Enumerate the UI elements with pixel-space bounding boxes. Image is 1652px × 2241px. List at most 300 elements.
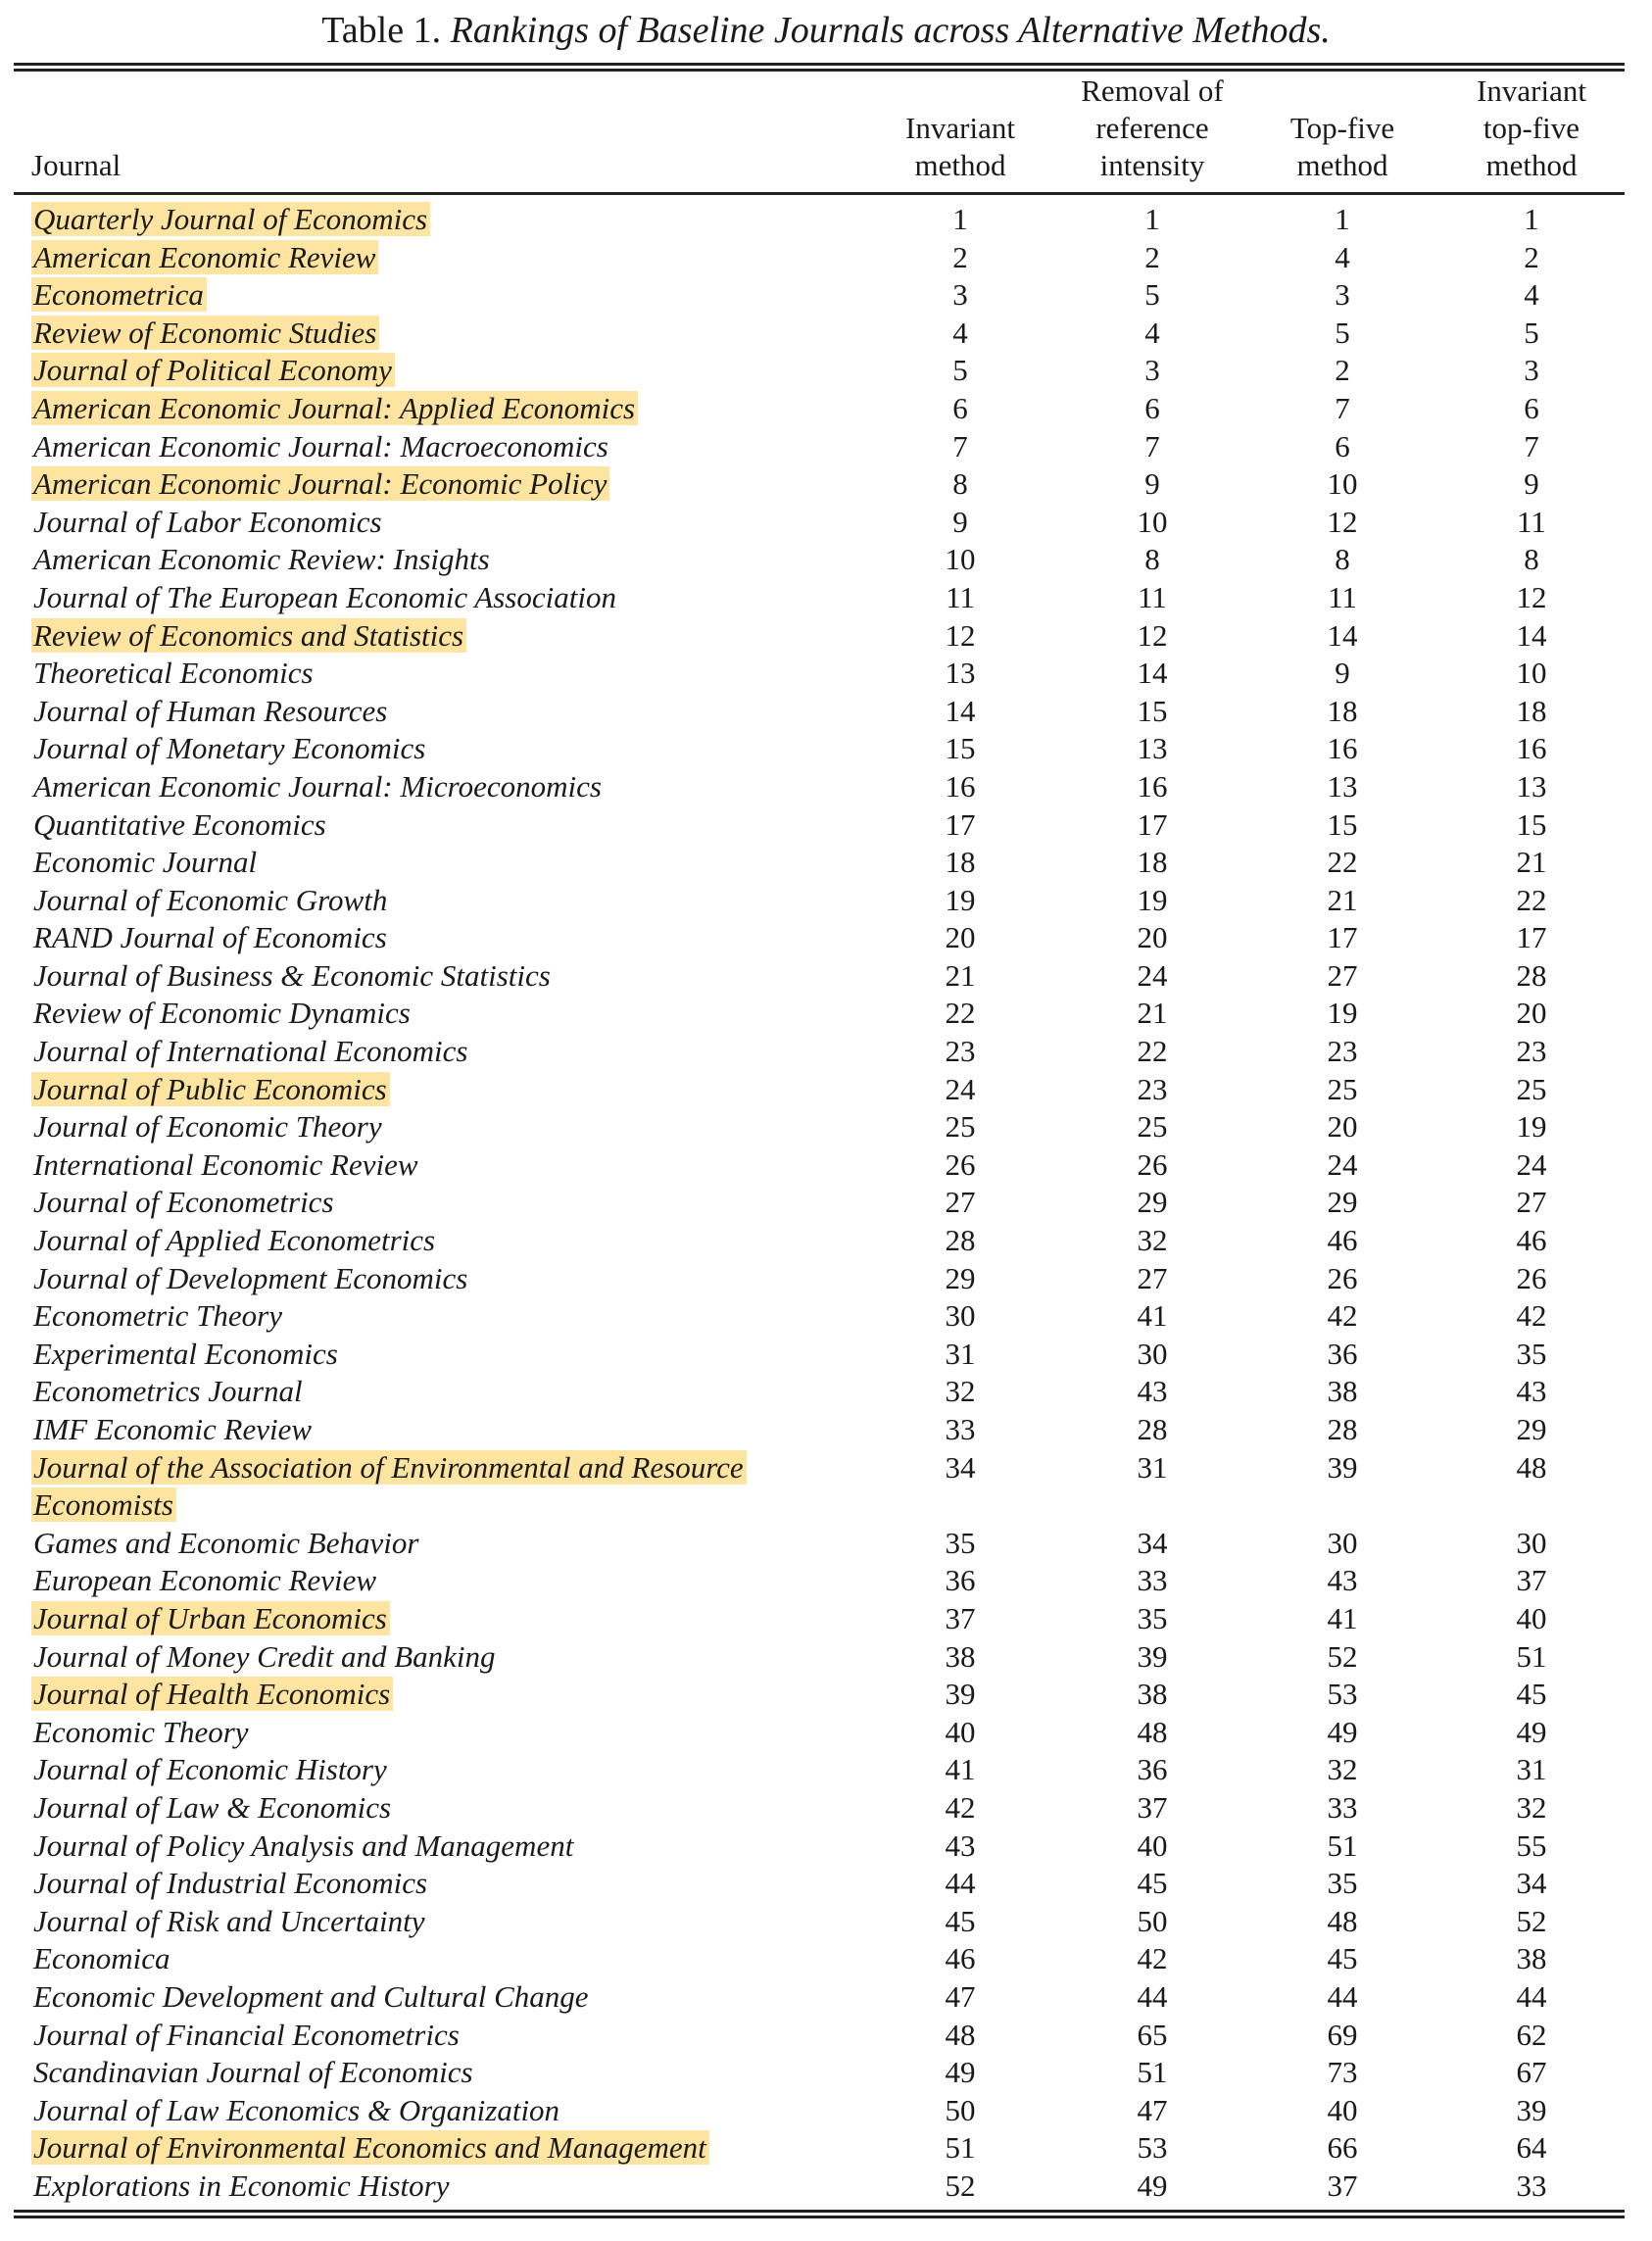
header-removal-reference-intensity <box>1054 73 1250 184</box>
rank-cell: 39 <box>945 1677 976 1712</box>
journal-name: Journal of Development Economics <box>33 1260 468 1295</box>
rank-cell: 22 <box>1516 882 1547 917</box>
journal-cell <box>31 2017 854 2055</box>
rank-cell: 33 <box>1327 1789 1358 1825</box>
table-row <box>0 1222 1652 1260</box>
rank-cell: 20 <box>1327 1109 1358 1145</box>
rank-cell: 51 <box>945 2130 976 2166</box>
rank-cell: 25 <box>1327 1071 1358 1106</box>
journal-cell <box>31 1827 854 1866</box>
rank-cell: 16 <box>945 768 976 804</box>
journal-name: American Economic Journal: Economic Policy <box>31 466 609 501</box>
journal-name: Journal of Money Credit and Banking <box>33 1638 496 1674</box>
journal-name: Games and Economic Behavior <box>33 1525 419 1560</box>
rank-cell: 65 <box>1137 2017 1168 2052</box>
journal-cell <box>31 1222 854 1260</box>
journal-cell <box>31 1978 854 2017</box>
table-row <box>0 1449 1652 1525</box>
journal-name: RAND Journal of Economics <box>33 920 387 955</box>
rank-cell: 13 <box>1327 768 1358 804</box>
journal-cell <box>31 239 854 277</box>
journal-name: Quantitative Economics <box>33 806 326 842</box>
rank-cell: 6 <box>1144 390 1160 425</box>
journal-cell <box>31 655 854 693</box>
rank-cell: 32 <box>1327 1752 1358 1787</box>
journal-cell <box>31 1297 854 1336</box>
rank-cell: 48 <box>1327 1903 1358 1938</box>
rank-cell: 17 <box>945 806 976 842</box>
rank-cell: 15 <box>1137 693 1168 728</box>
rank-cell: 35 <box>1137 1600 1168 1635</box>
rank-cell: 45 <box>1516 1677 1547 1712</box>
table-caption <box>0 6 1652 55</box>
table-row <box>0 1411 1652 1449</box>
journal-cell <box>31 1562 854 1600</box>
table-row <box>0 768 1652 806</box>
rank-cell: 10 <box>1327 466 1358 502</box>
rank-cell: 26 <box>1137 1146 1168 1182</box>
journal-cell <box>31 2129 854 2168</box>
rank-cell: 2 <box>1144 239 1160 274</box>
rank-cell: 17 <box>1137 806 1168 842</box>
rank-cell: 28 <box>1327 1412 1358 1446</box>
rank-cell: 37 <box>945 1600 976 1635</box>
rank-cell: 6 <box>952 390 968 425</box>
rank-cell: 23 <box>1516 1034 1547 1069</box>
rank-cell: 15 <box>1327 806 1358 842</box>
rank-cell: 8 <box>1524 542 1539 577</box>
table-row <box>0 693 1652 731</box>
table-row <box>0 2092 1652 2130</box>
rank-cell: 24 <box>945 1071 976 1106</box>
rank-cell: 46 <box>1516 1223 1547 1258</box>
journal-name: Experimental Economics <box>33 1336 338 1371</box>
rank-cell: 39 <box>1137 1638 1168 1674</box>
journal-name: American Economic Review <box>31 240 378 274</box>
journal-name: Journal of Public Economics <box>31 1072 390 1106</box>
journal-name: Journal of Econometrics <box>33 1185 334 1220</box>
journal-name: Journal of Economic History <box>33 1752 387 1787</box>
table-row <box>0 1297 1652 1336</box>
header-line: Removal of <box>1081 73 1224 108</box>
header-rule <box>14 192 1625 195</box>
table-row <box>0 957 1652 996</box>
rank-cell: 3 <box>1524 353 1539 388</box>
journal-name: Economic Development and Cultural Change <box>33 1978 589 2014</box>
rank-cell: 23 <box>1327 1034 1358 1069</box>
journal-cell <box>31 315 854 353</box>
rank-cell: 51 <box>1516 1638 1547 1674</box>
journal-cell <box>31 1033 854 1071</box>
rank-cell: 1 <box>1524 202 1539 236</box>
journal-name: International Economic Review <box>33 1146 418 1182</box>
table-row <box>0 844 1652 882</box>
journal-name: Journal of Business & Economic Statistics <box>33 957 551 993</box>
rank-cell: 27 <box>1516 1185 1547 1220</box>
journal-name: Econometrics Journal <box>33 1374 303 1409</box>
journal-name: Journal of Law & Economics <box>33 1789 392 1825</box>
journal-cell <box>31 541 854 579</box>
journal-cell <box>31 957 854 996</box>
rank-cell: 29 <box>1327 1185 1358 1220</box>
rank-cell: 5 <box>1335 315 1350 350</box>
journal-name: Journal of Environmental Economics and Management <box>31 2130 709 2165</box>
table-row <box>0 276 1652 315</box>
rank-cell: 52 <box>945 2168 976 2203</box>
rank-cell: 28 <box>945 1223 976 1258</box>
rank-cell: 26 <box>1327 1260 1358 1295</box>
table-row <box>0 1108 1652 1146</box>
table-row <box>0 1562 1652 1600</box>
rank-cell: 10 <box>1137 504 1168 539</box>
journal-name: Journal of Law Economics & Organization <box>33 2092 560 2127</box>
journal-name: Journal of The European Economic Association <box>33 579 616 614</box>
rank-cell: 37 <box>1137 1789 1168 1825</box>
journal-cell <box>31 617 854 656</box>
rank-cell: 12 <box>1137 617 1168 653</box>
rank-cell: 51 <box>1137 2055 1168 2090</box>
journal-cell <box>31 1260 854 1298</box>
journal-name: Journal of Urban Economics <box>31 1601 390 1635</box>
journal-cell <box>31 1108 854 1146</box>
journal-name: Journal of Policy Analysis and Management <box>33 1827 574 1863</box>
rank-cell: 20 <box>945 920 976 955</box>
rank-cell: 4 <box>1524 277 1539 313</box>
rank-cell: 12 <box>1516 579 1547 614</box>
journal-cell <box>31 2054 854 2092</box>
rank-cell: 48 <box>1516 1449 1547 1485</box>
rank-cell: 46 <box>1327 1223 1358 1258</box>
rank-cell: 3 <box>952 277 968 313</box>
table-row <box>0 995 1652 1033</box>
journal-name: Economica <box>33 1941 170 1976</box>
rank-cell: 39 <box>1516 2092 1547 2127</box>
rank-cell: 22 <box>1137 1034 1168 1069</box>
rank-cell: 1 <box>1335 202 1350 236</box>
rank-cell: 25 <box>1516 1071 1547 1106</box>
rank-cell: 49 <box>1137 2168 1168 2203</box>
rank-cell: 25 <box>945 1109 976 1145</box>
rank-cell: 30 <box>1327 1525 1358 1560</box>
journal-cell <box>31 1184 854 1222</box>
rank-cell: 40 <box>1327 2092 1358 2127</box>
table-row <box>0 1600 1652 1638</box>
header-line: Top-five <box>1289 111 1395 145</box>
table-row <box>0 1676 1652 1714</box>
journal-name: Economic Journal <box>33 845 258 880</box>
rank-cell: 31 <box>1137 1449 1168 1485</box>
journal-cell <box>31 1903 854 1941</box>
rank-cell: 41 <box>1327 1600 1358 1635</box>
rank-cell: 4 <box>952 315 968 350</box>
rank-cell: 11 <box>1138 579 1167 614</box>
rank-cell: 22 <box>945 996 976 1031</box>
caption-label: Table 1. <box>321 10 442 51</box>
rank-cell: 31 <box>945 1336 976 1371</box>
rank-cell: 50 <box>945 2092 976 2127</box>
header-line: method <box>1485 148 1578 182</box>
rank-cell: 18 <box>945 845 976 880</box>
journal-name: Review of Economics and Statistics <box>31 618 466 653</box>
rank-cell: 26 <box>1516 1260 1547 1295</box>
journal-cell <box>31 390 854 428</box>
journal-name: Journal of Labor Economics <box>33 504 382 539</box>
rank-cell: 40 <box>945 1714 976 1749</box>
journal-cell <box>31 1940 854 1978</box>
rank-cell: 31 <box>1516 1752 1547 1787</box>
rank-cell: 12 <box>1327 504 1358 539</box>
rank-cell: 4 <box>1144 315 1160 350</box>
rank-cell: 21 <box>1137 996 1168 1031</box>
rank-cell: 25 <box>1137 1109 1168 1145</box>
rank-cell: 11 <box>1328 579 1357 614</box>
rank-cell: 28 <box>1516 957 1547 993</box>
rank-cell: 29 <box>1516 1412 1547 1446</box>
rank-cell: 36 <box>945 1563 976 1598</box>
journal-name: American Economic Review: Insights <box>33 542 490 577</box>
rank-cell: 33 <box>945 1412 976 1446</box>
bottom-rule <box>14 2210 1625 2218</box>
rank-cell: 9 <box>1524 466 1539 502</box>
rank-cell: 24 <box>1327 1146 1358 1182</box>
table-row <box>0 1525 1652 1563</box>
journal-cell <box>31 1714 854 1752</box>
rank-cell: 18 <box>1516 693 1547 728</box>
table-row <box>0 1033 1652 1071</box>
rank-cell: 34 <box>945 1449 976 1485</box>
table-row <box>0 806 1652 845</box>
rank-cell: 67 <box>1516 2055 1547 2090</box>
rank-cell: 14 <box>1327 617 1358 653</box>
rank-cell: 49 <box>945 2055 976 2090</box>
rank-cell: 46 <box>945 1941 976 1976</box>
rank-cell: 21 <box>945 957 976 993</box>
rank-cell: 30 <box>1516 1525 1547 1560</box>
rank-cell: 26 <box>945 1146 976 1182</box>
table-row <box>0 1903 1652 1941</box>
rank-cell: 39 <box>1327 1449 1358 1485</box>
rank-cell: 9 <box>952 504 968 539</box>
rank-cell: 48 <box>945 2017 976 2052</box>
rank-cell: 44 <box>1327 1978 1358 2014</box>
table-row <box>0 730 1652 768</box>
rank-cell: 42 <box>1327 1298 1358 1334</box>
journal-cell <box>31 1865 854 1903</box>
journal-cell <box>31 504 854 542</box>
rank-cell: 15 <box>945 731 976 766</box>
journal-cell <box>31 465 854 504</box>
journal-cell <box>31 276 854 315</box>
journal-cell <box>31 352 854 390</box>
rank-cell: 7 <box>952 428 968 463</box>
rank-cell: 2 <box>952 239 968 274</box>
rank-cell: 22 <box>1327 845 1358 880</box>
table-row <box>0 352 1652 390</box>
rank-cell: 16 <box>1137 768 1168 804</box>
rank-cell: 35 <box>945 1525 976 1560</box>
journal-cell <box>31 201 854 239</box>
journal-name: Journal of Monetary Economics <box>33 731 426 766</box>
rank-cell: 30 <box>1137 1336 1168 1371</box>
rank-cell: 29 <box>945 1260 976 1295</box>
rank-cell: 40 <box>1137 1827 1168 1863</box>
rank-cell: 2 <box>1524 239 1539 274</box>
rank-cell: 35 <box>1516 1336 1547 1371</box>
rank-cell: 20 <box>1137 920 1168 955</box>
journal-name: Quarterly Journal of Economics <box>31 202 430 236</box>
rank-cell: 1 <box>952 202 968 236</box>
rank-cell: 50 <box>1137 1903 1168 1938</box>
journal-cell <box>31 1146 854 1185</box>
rank-cell: 47 <box>945 1978 976 2014</box>
journal-name: Journal of Political Economy <box>31 353 395 387</box>
rank-cell: 32 <box>1516 1789 1547 1825</box>
journal-cell <box>31 1789 854 1827</box>
rank-cell: 3 <box>1335 277 1350 313</box>
rank-cell: 40 <box>1516 1600 1547 1635</box>
rank-cell: 18 <box>1137 845 1168 880</box>
rank-cell: 17 <box>1327 920 1358 955</box>
table-row <box>0 1071 1652 1109</box>
rank-cell: 12 <box>945 617 976 653</box>
table-row <box>0 1714 1652 1752</box>
journal-name: Explorations in Economic History <box>33 2168 450 2203</box>
rank-cell: 27 <box>1137 1260 1168 1295</box>
rank-cell: 9 <box>1335 656 1350 691</box>
rank-cell: 11 <box>946 579 975 614</box>
rank-cell: 27 <box>1327 957 1358 993</box>
rank-cell: 32 <box>945 1374 976 1409</box>
top-rule <box>14 63 1625 72</box>
journal-cell <box>31 1449 854 1525</box>
table-row <box>0 1184 1652 1222</box>
header-line: Invariant <box>1477 73 1586 108</box>
rank-cell: 27 <box>945 1185 976 1220</box>
rank-cell: 47 <box>1137 2092 1168 2127</box>
rank-cell: 37 <box>1327 2168 1358 2203</box>
journal-cell <box>31 1071 854 1109</box>
rank-cell: 10 <box>1516 656 1547 691</box>
rank-cell: 73 <box>1327 2055 1358 2090</box>
rank-cell: 45 <box>1327 1941 1358 1976</box>
rank-cell: 8 <box>952 466 968 502</box>
journal-cell <box>31 882 854 920</box>
table-row <box>0 1789 1652 1827</box>
rank-cell: 44 <box>1516 1978 1547 2014</box>
table-row <box>0 579 1652 617</box>
journal-name: Journal of Human Resources <box>33 693 388 728</box>
rank-cell: 7 <box>1335 390 1350 425</box>
rank-cell: 48 <box>1137 1714 1168 1749</box>
journal-cell <box>31 2092 854 2130</box>
table-row <box>0 315 1652 353</box>
rank-cell: 29 <box>1137 1185 1168 1220</box>
rank-cell: 53 <box>1327 1677 1358 1712</box>
table-row <box>0 1827 1652 1866</box>
journal-cell <box>31 1676 854 1714</box>
rank-cell: 36 <box>1137 1752 1168 1787</box>
rank-cell: 44 <box>945 1866 976 1901</box>
journal-name: Scandinavian Journal of Economics <box>33 2055 473 2090</box>
header-top-five-method <box>1244 110 1440 184</box>
rank-cell: 19 <box>945 882 976 917</box>
rank-cell: 41 <box>945 1752 976 1787</box>
journal-cell <box>31 1373 854 1411</box>
table-row <box>0 1940 1652 1978</box>
rank-cell: 23 <box>945 1034 976 1069</box>
table-row <box>0 541 1652 579</box>
rank-cell: 53 <box>1137 2130 1168 2166</box>
header-line: reference <box>1095 111 1209 145</box>
rank-cell: 51 <box>1327 1827 1358 1863</box>
rank-cell: 34 <box>1137 1525 1168 1560</box>
table-row <box>0 504 1652 542</box>
journal-cell <box>31 768 854 806</box>
header-invariant-top-five-method <box>1433 73 1629 184</box>
table-row <box>0 2054 1652 2092</box>
table-row <box>0 1978 1652 2017</box>
rank-cell: 8 <box>1144 542 1160 577</box>
rank-cell: 52 <box>1516 1903 1547 1938</box>
table-row <box>0 201 1652 239</box>
table-row <box>0 2017 1652 2055</box>
table-row <box>0 465 1652 504</box>
rank-cell: 38 <box>1516 1941 1547 1976</box>
journal-cell <box>31 2168 854 2206</box>
header-line: Invariant <box>905 111 1015 145</box>
rank-cell: 62 <box>1516 2017 1547 2052</box>
rank-cell: 33 <box>1516 2168 1547 2203</box>
journal-cell <box>31 995 854 1033</box>
table-row <box>0 2129 1652 2168</box>
table-row <box>0 2168 1652 2206</box>
rank-cell: 19 <box>1516 1109 1547 1145</box>
journal-cell <box>31 730 854 768</box>
rank-cell: 3 <box>1144 353 1160 388</box>
rank-cell: 4 <box>1335 239 1350 274</box>
table-row <box>0 1373 1652 1411</box>
rank-cell: 19 <box>1137 882 1168 917</box>
rank-cell: 42 <box>945 1789 976 1825</box>
journal-name: Economic Theory <box>33 1714 249 1749</box>
rank-cell: 20 <box>1516 996 1547 1031</box>
rank-cell: 14 <box>1516 617 1547 653</box>
rank-cell: 16 <box>1516 731 1547 766</box>
journal-cell <box>31 1336 854 1374</box>
table-row <box>0 617 1652 656</box>
table-row <box>0 1146 1652 1185</box>
rank-cell: 52 <box>1327 1638 1358 1674</box>
table-body <box>0 201 1652 2205</box>
rank-cell: 11 <box>1517 504 1546 539</box>
rank-cell: 45 <box>1137 1866 1168 1901</box>
journal-cell <box>31 1600 854 1638</box>
rank-cell: 23 <box>1137 1071 1168 1106</box>
rank-cell: 16 <box>1327 731 1358 766</box>
journal-cell <box>31 1751 854 1789</box>
table-row <box>0 1751 1652 1789</box>
journal-name: Journal of the Association of Environmental and Resource Economists <box>31 1450 747 1523</box>
journal-name: Journal of Economic Growth <box>33 882 388 917</box>
table-row <box>0 919 1652 957</box>
journal-name: IMF Economic Review <box>33 1412 313 1446</box>
rank-cell: 41 <box>1137 1298 1168 1334</box>
header-journal: Journal <box>31 148 121 182</box>
rank-cell: 17 <box>1516 920 1547 955</box>
journal-name: Journal of Risk and Uncertainty <box>33 1903 425 1938</box>
journal-cell <box>31 1411 854 1449</box>
journal-name: Journal of Health Economics <box>31 1677 393 1711</box>
